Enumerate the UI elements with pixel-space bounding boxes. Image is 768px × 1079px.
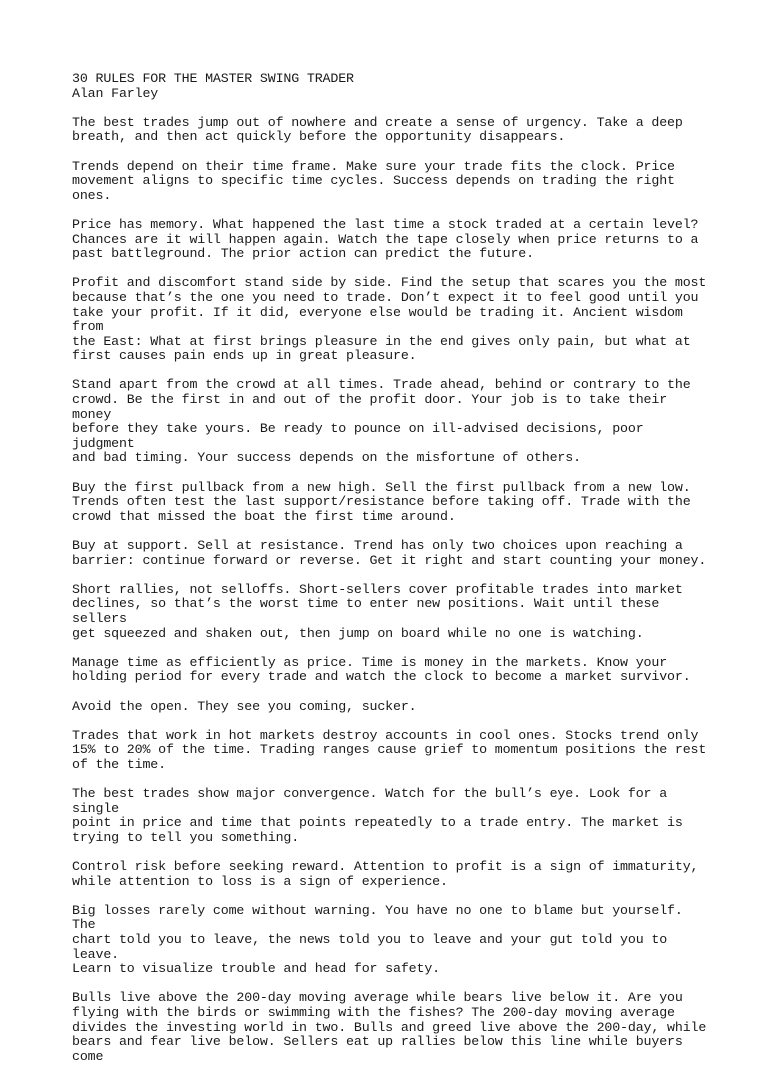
- rule-paragraph-7: Buy at support. Sell at resistance. Trend has only two choices upon reaching a barrier: continue forward or reverse. Get it right and start counting your money.: [72, 538, 707, 568]
- document-header: [72, 72, 712, 101]
- rule-paragraph-10: Avoid the open. They see you coming, sucker.: [72, 698, 417, 714]
- rule-paragraph-9: Manage time as efficiently as price. Time is money in the markets. Know your holding period for every trade and watch the clock to become a market survivor.: [72, 654, 691, 685]
- rule-paragraph-5: Stand apart from the crowd at all times. Trade ahead, behind or contrary to the crowd. Be the first in and out of the profit door. Your job is to take their money before they take yours. Be ready to pounce on ill-advised decisions, poor judgment and bad timing. Your success depends on the misfortune of others.: [72, 377, 691, 466]
- rule-paragraph-1: The best trades jump out of nowhere and create a sense of urgency. Take a deep breath, and then act quickly before the opportunity disappears.: [72, 114, 683, 145]
- rule-paragraph-8: Short rallies, not selloffs. Short-sellers cover profitable trades into market declines, so that’s the worst time to enter new positions. Wait until these sellers get squeezed and shaken out, then jump on board while no one is watching.: [72, 581, 683, 641]
- document-author: Alan Farley: [72, 85, 159, 101]
- rule-paragraph-2: Trends depend on their time frame. Make sure your trade fits the clock. Price movement aligns to specific time cycles. Success depends on trading the right ones.: [72, 158, 675, 203]
- rule-paragraph-14: Big losses rarely come without warning. You have no one to blame but yourself. The chart told you to leave, the news told you to leave and your gut told you to leave. Learn to visualize trouble and head for safety.: [72, 902, 683, 977]
- rule-paragraph-13: Control risk before seeking reward. Attention to profit is a sign of immaturity, while attention to loss is a sign of experience.: [72, 859, 699, 889]
- rule-paragraph-3: Price has memory. What happened the last time a stock traded at a certain level? Chances are it will happen again. Watch the tape closely when price returns to a past battleground. The prior action can predict the future.: [72, 216, 699, 262]
- rule-paragraph-11: Trades that work in hot markets destroy accounts in cool ones. Stocks trend only 15% to 20% of the time. Trading ranges cause grief to momentum positions the rest of the time.: [72, 727, 707, 772]
- rule-paragraph-15: Bulls live above the 200-day moving average while bears live below it. Are you flying with the birds or swimming with the fishes? The 200-day moving average divides the investing world in two. Bulls and greed live above the 200-day, while bears and fear live below. Sellers eat up rallies below this line while buyers come: [72, 990, 707, 1064]
- rule-paragraph-12: The best trades show major convergence. Watch for the bull’s eye. Look for a single point in price and time that points repeatedly to a trade entry. The market is trying to tell you something.: [72, 786, 683, 845]
- rule-paragraph-6: Buy the first pullback from a new high. Sell the first pullback from a new low. Trends often test the last support/resistance before taking off. Trade with the crowd that missed the boat the first time around.: [72, 479, 691, 524]
- document-title: 30 RULES FOR THE MASTER SWING TRADER: [72, 71, 354, 86]
- document-page: [72, 72, 712, 1079]
- rule-paragraph-4: Profit and discomfort stand side by side. Find the setup that scares you the most because that’s the one you need to trade. Don’t expect it to feel good until you take your profit. If it did, everyone else would be trading it. Ancient wisdom from the East: What at first brings pleasure in the end gives only pain, but what at first causes pain ends up in great pleasure.: [72, 275, 707, 364]
